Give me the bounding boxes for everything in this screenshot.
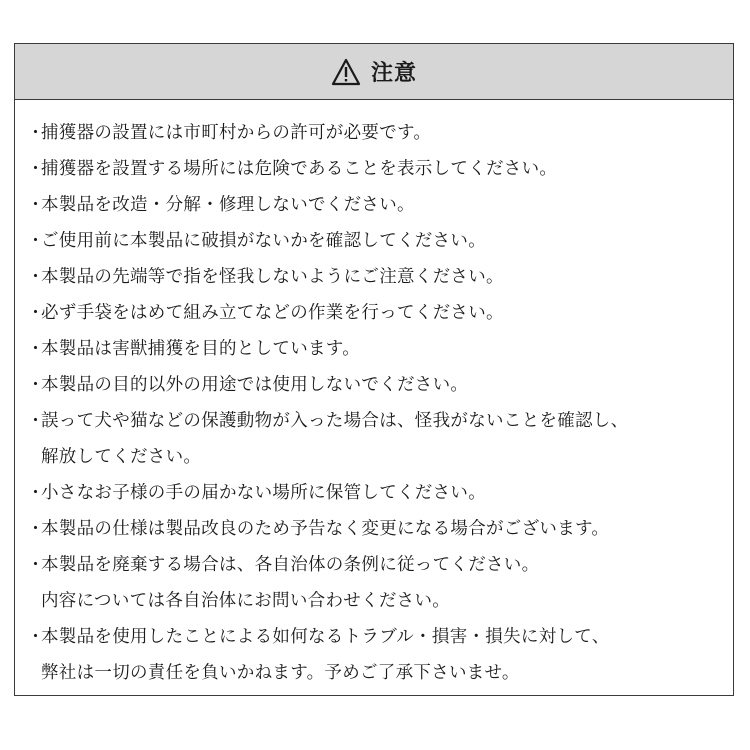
bullet-mark: ・: [27, 303, 44, 323]
list-item-line: 捕獲器を設置する場所には危険であることを表示してください。: [41, 159, 558, 179]
notice-header: [15, 44, 733, 100]
list-item: [27, 223, 727, 259]
list-item: [27, 475, 727, 511]
list-item-line: 本製品の仕様は製品改良のため予告なく変更になる場合がございます。: [41, 519, 610, 539]
list-item: [27, 259, 727, 295]
bullet-mark: ・: [27, 159, 44, 179]
list-item-line: 小さなお子様の手の届かない場所に保管してください。: [41, 483, 486, 503]
list-item: [27, 151, 727, 187]
list-item-line: 本製品を改造・分解・修理しないでください。: [41, 195, 415, 215]
list-item-text: [41, 223, 727, 259]
list-item-text: [41, 403, 727, 475]
list-item-line: 内容については各自治体にお問い合わせください。: [41, 591, 451, 611]
list-item-line: ご使用前に本製品に破損がないかを確認してください。: [41, 231, 486, 251]
list-item-line: 本製品を使用したことによる如何なるトラブル・損害・損失に対して、: [41, 627, 610, 647]
list-item-line: 捕獲器の設置には市町村からの許可が必要です。: [41, 123, 432, 143]
list-item: [27, 187, 727, 223]
list-item-line: 弊社は一切の責任を負いかねます。予めご了承下さいませ。: [41, 663, 520, 683]
bullet-mark: ・: [27, 483, 44, 503]
notice-title: 注意: [370, 61, 417, 86]
bullet-mark: ・: [27, 231, 44, 251]
list-item-text: [41, 259, 727, 295]
list-item-line: 本製品を廃棄する場合は、各自治体の条例に従ってください。: [41, 555, 540, 575]
list-item-text: [41, 331, 727, 367]
list-item: [27, 331, 727, 367]
list-item-line: 本製品の目的以外の用途では使用しないでください。: [41, 375, 469, 395]
list-item-text: [41, 187, 727, 223]
bullet-mark: ・: [27, 555, 44, 575]
list-item: [27, 403, 727, 475]
list-item-line: 本製品の先端等で指を怪我しないようにご注意ください。: [41, 267, 504, 287]
bullet-mark: ・: [27, 375, 44, 395]
notice-box: [14, 43, 734, 696]
notice-list: [27, 115, 727, 691]
list-item-text: [41, 367, 727, 403]
bullet-mark: ・: [27, 267, 44, 287]
bullet-mark: ・: [27, 627, 44, 647]
list-item: [27, 115, 727, 151]
list-item: [27, 295, 727, 331]
list-item-line: 誤って犬や猫などの保護動物が入った場合は、怪我がないことを確認し、: [41, 411, 629, 431]
bullet-mark: ・: [27, 411, 44, 431]
list-item-text: [41, 511, 727, 547]
warning-triangle-icon: [331, 58, 361, 86]
list-item: [27, 547, 727, 619]
list-item-text: [41, 295, 727, 331]
list-item-text: [41, 151, 727, 187]
bullet-mark: ・: [27, 519, 44, 539]
list-item-line: 本製品は害獣捕獲を目的としています。: [41, 339, 360, 359]
list-item: [27, 511, 727, 547]
list-item: [27, 367, 727, 403]
list-item-text: [41, 547, 727, 619]
list-item-text: [41, 115, 727, 151]
list-item: [27, 619, 727, 691]
list-item-line: 解放してください。: [41, 447, 202, 467]
list-item-text: [41, 475, 727, 511]
bullet-mark: ・: [27, 123, 44, 143]
bullet-mark: ・: [27, 195, 44, 215]
list-item-line: 必ず手袋をはめて組み立てなどの作業を行ってください。: [41, 303, 504, 323]
bullet-mark: ・: [27, 339, 44, 359]
list-item-text: [41, 619, 727, 691]
